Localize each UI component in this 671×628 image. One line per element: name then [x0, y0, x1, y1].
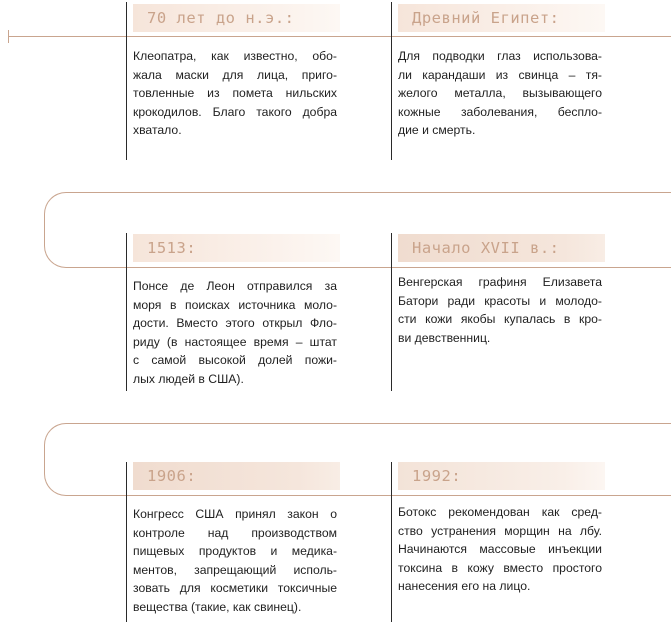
- divider-left-2: [126, 233, 127, 391]
- entry-text-line: хватало.: [133, 123, 182, 137]
- entry-heading: Древний Египет:: [398, 4, 605, 32]
- entry-text-line: Начинаются массовые инъекции: [398, 542, 602, 556]
- entry-text-line: пищевых продуктов и медика-: [133, 544, 337, 558]
- entry-text-line: жала маски для лица, приго-: [133, 67, 337, 82]
- entry-text-line: крокодилов. Благо такого добра: [133, 104, 337, 119]
- entry-text-line: лых людей в США).: [133, 371, 244, 386]
- entry-text: [398, 273, 602, 347]
- entry-text-line: Венгерская графиня Елизавета: [398, 275, 602, 289]
- entry-text: [398, 47, 602, 140]
- entry-text: [398, 503, 602, 596]
- divider-left-1: [126, 2, 127, 160]
- entry-heading: 70 лет до н.э.:: [133, 4, 340, 32]
- entry-text-line: нанесения его на лицо.: [398, 579, 531, 593]
- entry-text-line: токсина в кожу вместо простого: [398, 560, 602, 575]
- divider-left-3: [126, 462, 127, 622]
- entry-text-line: вещества (такие, как свинец).: [133, 599, 302, 614]
- entry-text-line: с самой высокой долей пожи-: [133, 353, 337, 367]
- entry-text-line: контроле над производством: [133, 525, 337, 540]
- entry-heading: Начало XVII в.:: [398, 234, 605, 262]
- entry-text-line: зовать для косметики токсичные: [133, 581, 337, 595]
- entry-text-line: Конгресс США принял закон о: [133, 507, 337, 521]
- entry-text-line: сти кожи якобы купалась в кро-: [398, 312, 602, 326]
- entry-text-line: ли карандаши из свинца – тя-: [398, 67, 602, 82]
- entry-text: [133, 47, 337, 140]
- entry-text-line: дие и смерть.: [398, 123, 476, 137]
- divider-right-2: [391, 233, 392, 391]
- entry-text-line: Для подводки глаз использова-: [398, 49, 602, 63]
- entry-heading: 1992:: [398, 462, 605, 490]
- entry-text-line: Понсе де Леон отправился за: [133, 279, 337, 293]
- entry-text-line: риду (в настоящее время – штат: [133, 334, 337, 349]
- entry-text-line: Клеопатра, как известно, обо-: [133, 49, 337, 63]
- divider-right-3: [391, 462, 392, 622]
- entry-text-line: ви девственниц.: [398, 330, 491, 345]
- entry-text-line: дости. Вместо этого открыл Фло-: [133, 316, 337, 330]
- entry-text-line: кожные заболевания, бесплo-: [398, 104, 602, 119]
- entry-text-line: ментов, запрещающий исполь-: [133, 562, 337, 577]
- divider-right-1: [391, 2, 392, 160]
- timeline-top-line: [8, 36, 671, 37]
- entry-text-line: моря в поисках источника моло-: [133, 297, 337, 312]
- entry-text: [133, 505, 337, 616]
- entry-text-line: ство устранения морщин на лбу.: [398, 523, 602, 538]
- entry-text-line: товленные из помета нильских: [133, 86, 337, 100]
- entry-text: [133, 277, 337, 388]
- entry-heading: 1906:: [133, 462, 340, 490]
- entry-text-line: Батори ради красоты и молодо-: [398, 293, 602, 308]
- timeline-start-tick: [8, 30, 9, 43]
- entry-heading: 1513:: [133, 234, 340, 262]
- entry-text-line: желого металла, вызывающего: [398, 86, 602, 100]
- entry-text-line: Ботокс рекомендован как сред-: [398, 505, 602, 519]
